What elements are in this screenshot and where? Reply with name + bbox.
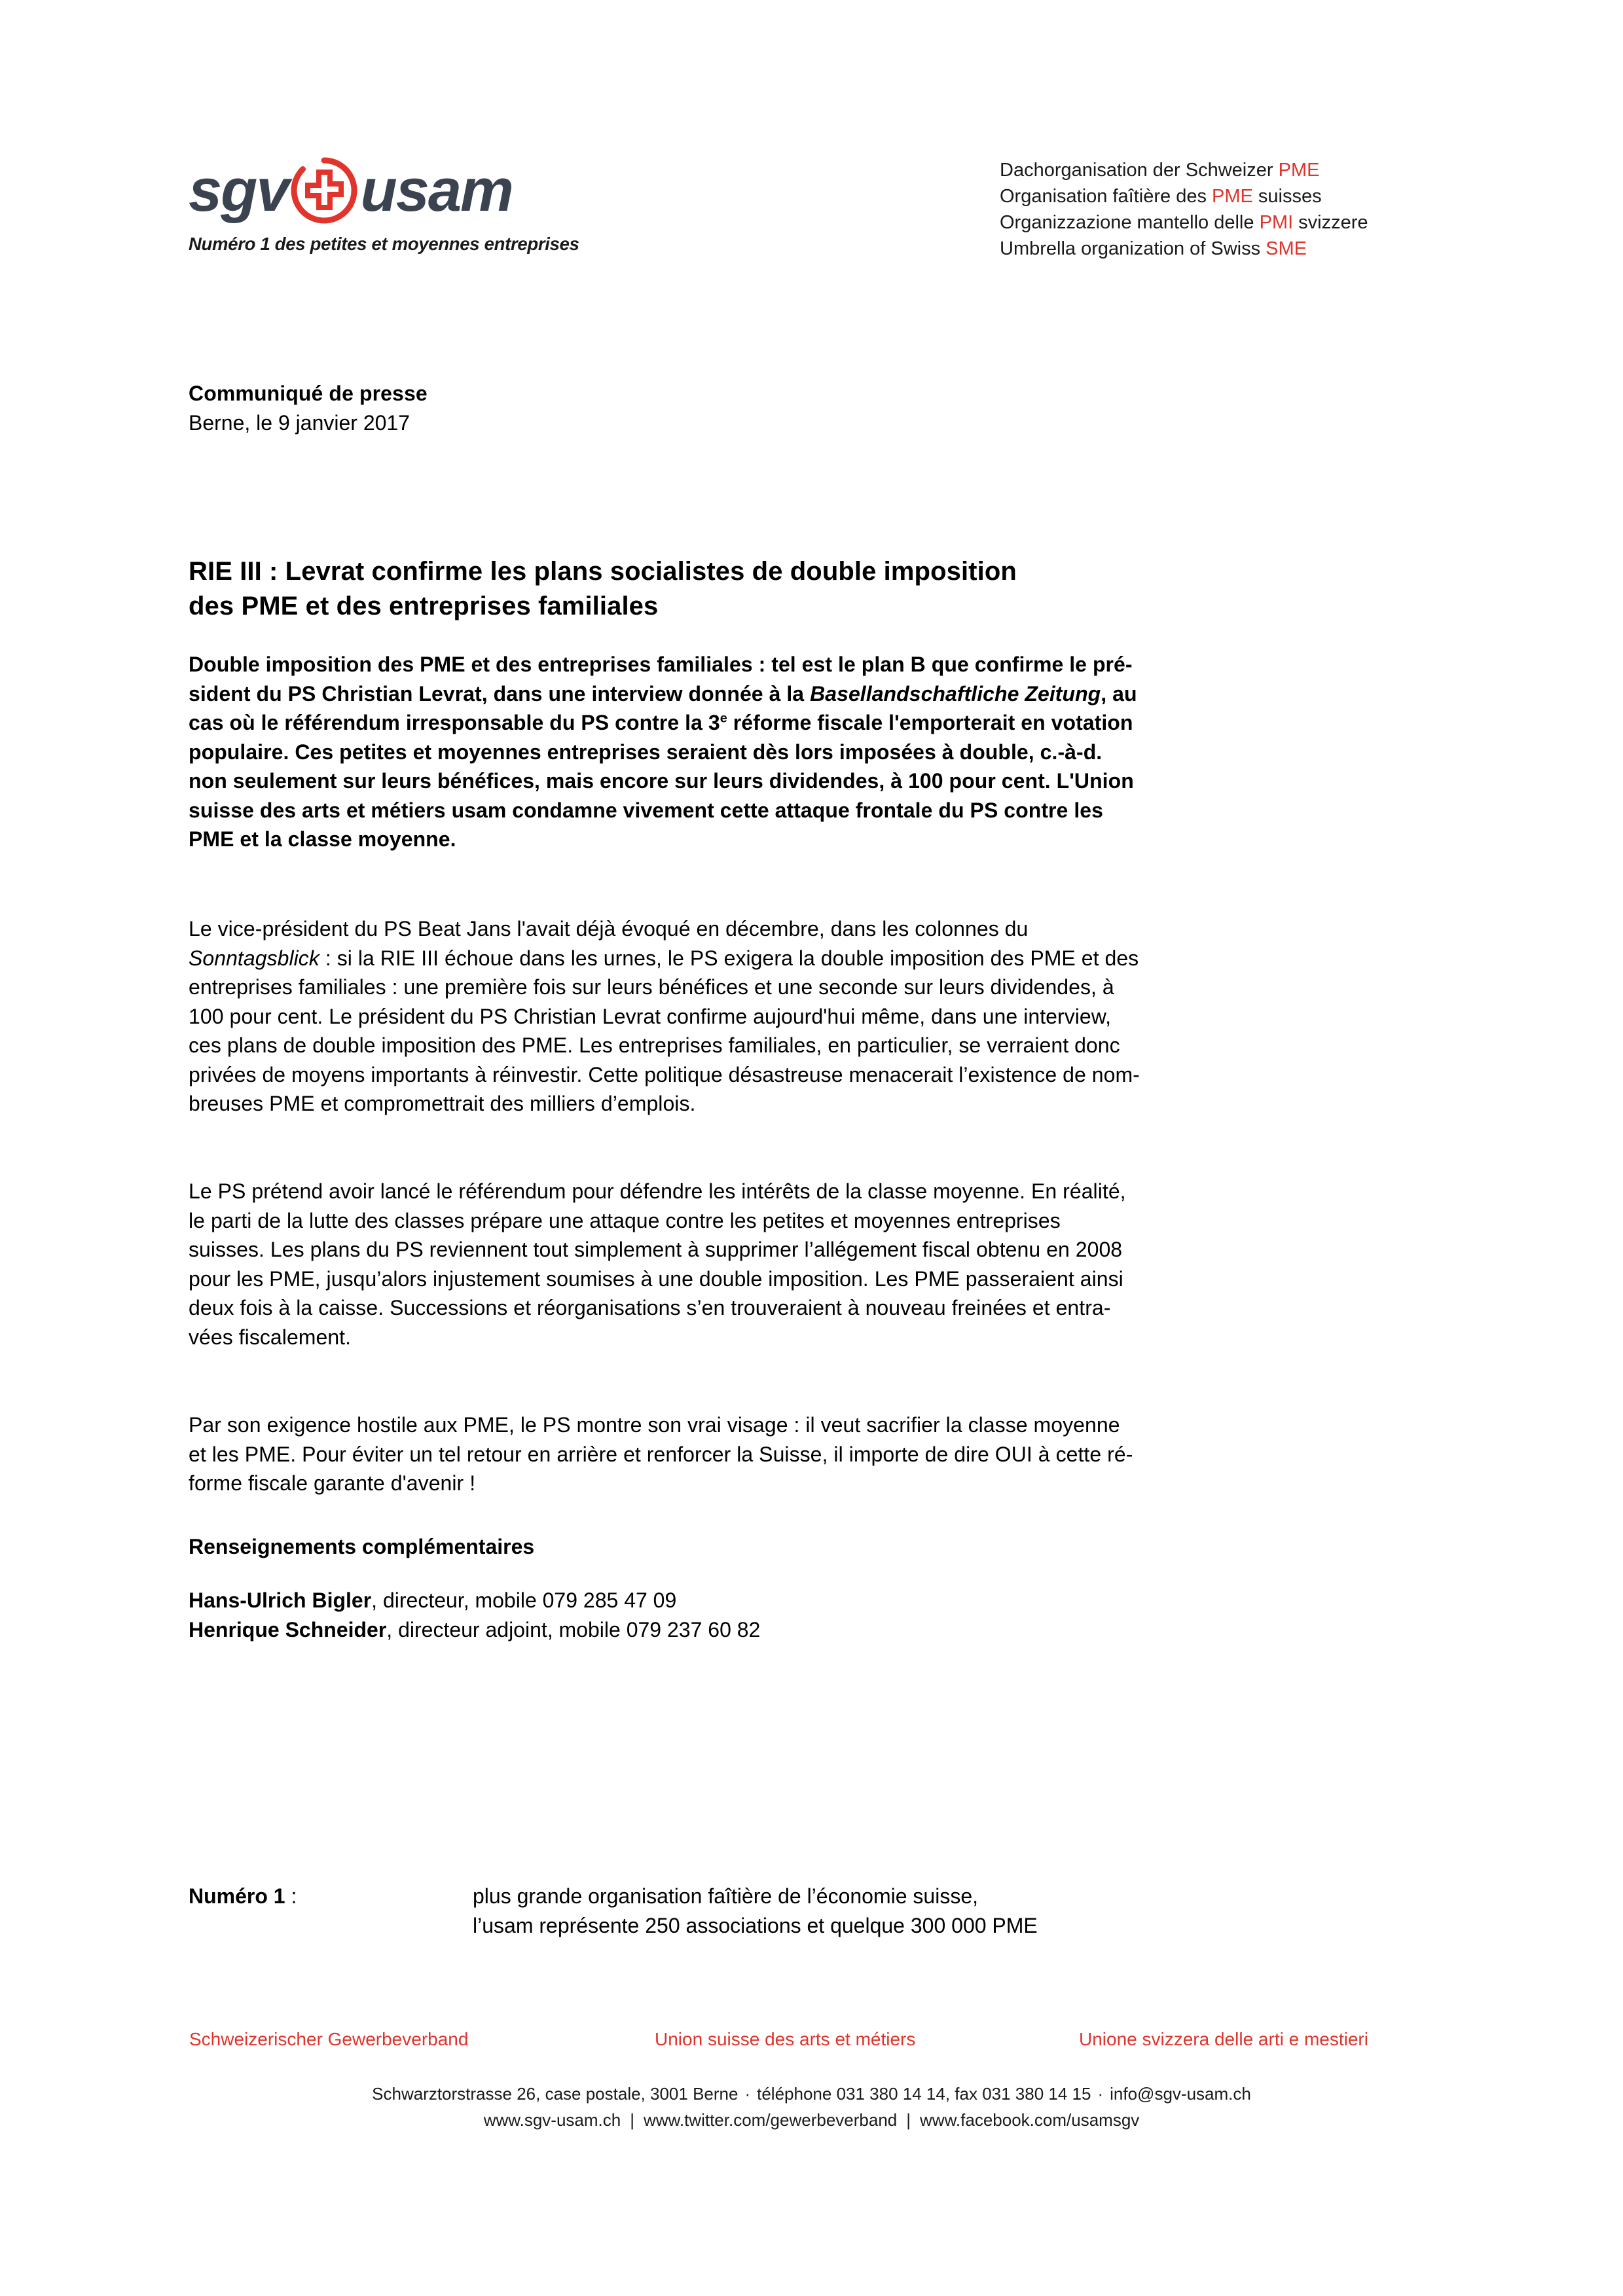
p2-line-2: le parti de la lutte des classes prépare une attaque contre les petites et moyennes entreprises: [189, 1208, 1061, 1232]
contacts-list: [189, 1586, 760, 1644]
header-lang-de-accent: PME: [1278, 160, 1320, 181]
footer-org-it: Unione svizzera delle arti e mestieri: [1079, 2029, 1368, 2049]
swiss-cross-circle-emblem-icon: [290, 156, 358, 224]
footer-website-link[interactable]: www.sgv-usam.ch: [483, 2110, 621, 2130]
headline-line-2: des PME et des entreprises familiales: [189, 591, 659, 620]
p2-line-1: Le PS prétend avoir lancé le référendum pour défendre les intérêts de la classe moyenne. En réalité,: [189, 1179, 1126, 1203]
numero-line-2: l’usam représente 250 associations et quelque 300 000 PME: [473, 1913, 1038, 1937]
header-lang-it: Organizzazione mantello delle PMI svizzere: [1000, 212, 1368, 233]
header-lang-en-accent: SME: [1266, 238, 1307, 259]
lead-line-1: Double imposition des PME et des entreprises familiales : tel est le plan B que confirme le pré-: [189, 653, 1133, 676]
p3-line-1: Par son exigence hostile aux PME, le PS montre son vrai visage : il veut sacrifier la classe moyenne: [189, 1413, 1120, 1437]
footer-separator-bar: |: [630, 2110, 634, 2130]
logo-text-sgv: sgv: [189, 157, 289, 224]
page-title: [189, 554, 1387, 624]
release-label: Communiqué de presse: [189, 382, 428, 405]
release-date: Berne, le 9 janvier 2017: [189, 411, 410, 435]
headline-line-1: RIE III : Levrat confirme les plans socialistes de double imposition: [189, 556, 1017, 586]
contact-name: Hans-Ulrich Bigler: [189, 1588, 372, 1612]
footer-org-de: Schweizerischer Gewerbeverband: [189, 2029, 469, 2049]
numero-body: [473, 1882, 1038, 1940]
p1-line-4: 100 pour cent. Le président du PS Christian Levrat confirme aujourd'hui même, dans une interview,: [189, 1004, 1112, 1028]
logo-text-usam: usam: [360, 157, 513, 224]
lead-line-4: populaire. Ces petites et moyennes entreprises seraient dès lors imposées à double, c.-à-d.: [189, 740, 1103, 764]
logo-wordmark: [189, 156, 608, 225]
lead-newspaper-name: Basellandschaftliche Zeitung: [810, 681, 1101, 706]
contacts-heading: Renseignements complémentaires: [189, 1535, 535, 1558]
footer-web-line: [0, 2108, 1623, 2132]
header-lang-fr: Organisation faîtière des PME suisses: [1000, 186, 1322, 207]
header-language-block: [1000, 157, 1368, 262]
lead-line-5: non seulement sur leurs bénéfices, mais encore sur leurs dividendes, à 100 pour cent. L'Union: [189, 769, 1134, 793]
body-paragraph-3: [189, 1410, 1419, 1498]
lead-line-2: sident du PS Christian Levrat, dans une interview donnée à la Basellandschaftliche Zeitung, au: [189, 681, 1137, 706]
numero-label: Numéro 1 :: [189, 1884, 297, 1908]
footer-twitter-link[interactable]: www.twitter.com/gewerbeverband: [643, 2110, 898, 2130]
lead-line-6: suisse des arts et métiers usam condamne vivement cette attaque frontale du PS contre les: [189, 798, 1103, 822]
p2-line-6: vées fiscalement.: [189, 1325, 352, 1349]
lead-paragraph: [189, 650, 1400, 854]
contact-details: , directeur adjoint, mobile 079 237 60 82: [386, 1617, 761, 1641]
header-lang-fr-accent: PME: [1212, 186, 1253, 207]
p1-line-5: ces plans de double imposition des PME. Les entreprises familiales, en particulier, se verraient donc: [189, 1033, 1120, 1057]
numero-line-1: plus grande organisation faîtière de l’économie suisse,: [473, 1884, 979, 1908]
footer-address-line: [0, 2081, 1623, 2106]
contact-item: [189, 1615, 760, 1645]
footer-separator-dot: ·: [1097, 2084, 1104, 2104]
footer-phone: téléphone 031 380 14 14, fax 031 380 14 15: [757, 2084, 1091, 2104]
lead-line-7: PME et la classe moyenne.: [189, 827, 456, 851]
p1-line-6: privées de moyens importants à réinvestir. Cette politique désastreuse menacerait l’existence de nom-: [189, 1062, 1140, 1086]
body-paragraph-2: [189, 1177, 1419, 1352]
page-header: [0, 0, 1623, 301]
footer-street: Schwarztorstrasse 26, case postale, 3001 Berne: [372, 2084, 739, 2104]
p1-line-2: Sonntagsblick : si la RIE III échoue dans les urnes, le PS exigera la double imposition des PME et des: [189, 946, 1139, 970]
p1-line-7: breuses PME et compromettrait des milliers d’emplois.: [189, 1092, 696, 1115]
p2-line-4: pour les PME, jusqu’alors injustement soumises à une double imposition. Les PME passeraient ainsi: [189, 1266, 1123, 1291]
p3-line-2: et les PME. Pour éviter un tel retour en arrière et renforcer la Suisse, il importe de dire OUI à cette ré-: [189, 1442, 1133, 1466]
header-lang-it-accent: PMI: [1259, 212, 1294, 233]
p3-line-3: forme fiscale garante d'avenir !: [189, 1471, 476, 1495]
footer-separator-dot: ·: [744, 2084, 751, 2104]
footer-org-fr: Union suisse des arts et métiers: [655, 2029, 916, 2049]
logo-tagline: Numéro 1 des petites et moyennes entreprises: [189, 234, 579, 254]
p1-line-3: entreprises familiales : une première fois sur leurs bénéfices et une seconde sur leurs dividendes, à: [189, 975, 1114, 999]
footer-facebook-link[interactable]: www.facebook.com/usamsgv: [920, 2110, 1140, 2130]
contact-item: [189, 1586, 760, 1615]
lead-line-3: cas où le référendum irresponsable du PS contre la 3e réforme fiscale l'emporterait en votation: [189, 711, 1133, 734]
p1-line-1: Le vice-président du PS Beat Jans l'avait déjà évoqué en décembre, dans les colonnes du: [189, 917, 1029, 941]
ordinal-suffix: e: [720, 711, 727, 726]
contact-details: , directeur, mobile 079 285 47 09: [371, 1588, 677, 1612]
contact-name: Henrique Schneider: [189, 1617, 387, 1641]
usam-logo: [189, 156, 608, 255]
footer-separator-bar: |: [906, 2110, 911, 2130]
page-footer: [0, 2029, 1623, 2132]
p1-newspaper-name: Sonntagsblick: [189, 946, 319, 970]
header-lang-de: Dachorganisation der Schweizer PME: [1000, 160, 1320, 181]
header-lang-en: Umbrella organization of Swiss SME: [1000, 238, 1307, 259]
footer-org-names: [0, 2029, 1623, 2067]
p2-line-5: deux fois à la caisse. Successions et réorganisations s’en trouveraient à nouveau freinées et entra-: [189, 1296, 1111, 1319]
body-paragraph-1: [189, 914, 1419, 1119]
footer-email-link[interactable]: info@sgv-usam.ch: [1110, 2084, 1251, 2104]
p2-line-3: suisses. Les plans du PS reviennent tout simplement à supprimer l’allégement fiscal obtenu en 2008: [189, 1238, 1123, 1261]
